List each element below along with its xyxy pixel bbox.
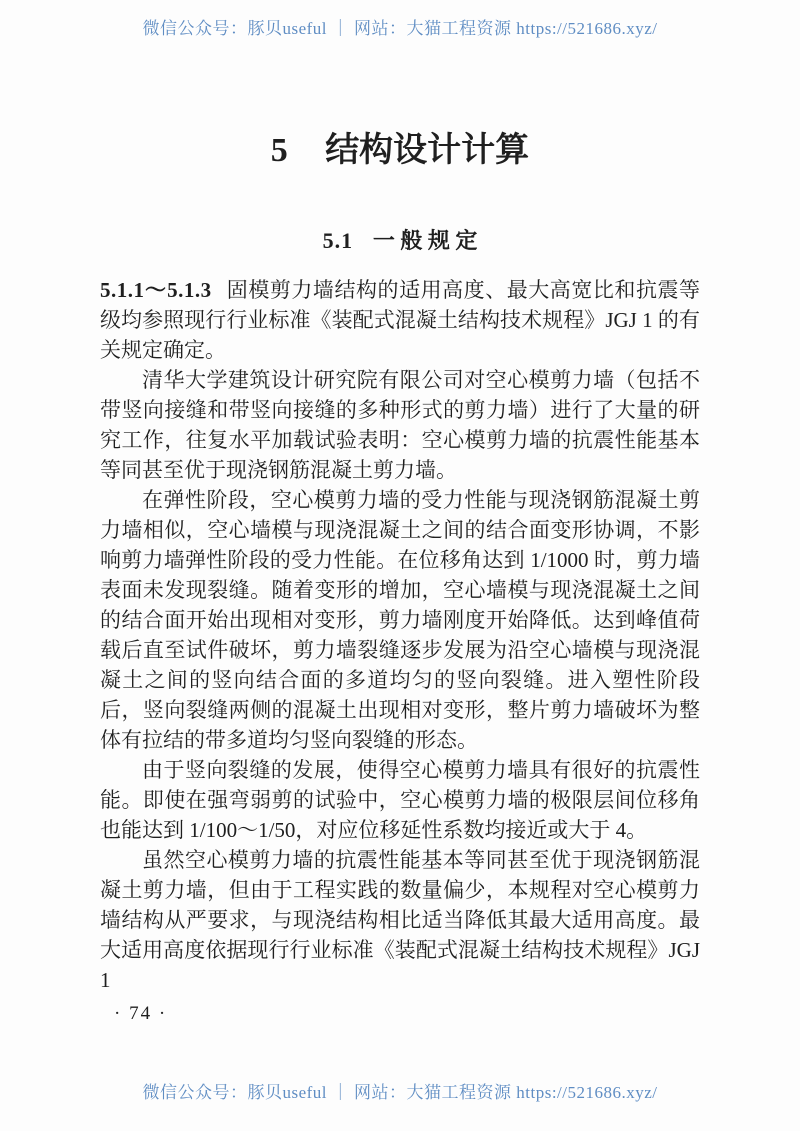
- paragraph: [100, 755, 700, 845]
- paragraph: [100, 845, 700, 995]
- chapter-title-text: 结构设计计算: [325, 132, 530, 169]
- footer-watermark: 微信公众号：豚贝useful ｜ 网站：大猫工程资源 https://521686.xyz/: [142, 1083, 658, 1102]
- paragraph: [100, 365, 700, 485]
- chapter-number: 5: [270, 132, 288, 169]
- body-paragraphs: [100, 275, 700, 995]
- section-title: [100, 226, 700, 256]
- page-content: [100, 0, 700, 1025]
- header-watermark: 微信公众号：豚贝useful ｜ 网站：大猫工程资源 https://521686.xyz/: [142, 19, 658, 38]
- section-title-text: 一 般 规 定: [372, 228, 478, 253]
- page-number: · 74 ·: [114, 1003, 168, 1024]
- paragraph: [100, 275, 700, 365]
- paragraph-lead: 5.1.1～5.1.3: [100, 278, 212, 302]
- paragraph: [100, 485, 700, 755]
- chapter-title: [100, 130, 700, 172]
- paragraph-text: 固模剪力墙结构的适用高度、最大高宽比和抗震等级均参照现行行业标准《装配式混凝土结构技术规程》JGJ 1 的有关规定确定。: [100, 278, 701, 362]
- paragraph-text: 清华大学建筑设计研究院有限公司对空心模剪力墙（包括不带竖向接缝和带竖向接缝的多种形式的剪力墙）进行了大量的研究工作，往复水平加载试验表明：空心模剪力墙的抗震性能基本等同甚至优于现浇钢筋混凝土剪力墙。: [100, 368, 700, 482]
- section-number: 5.1: [322, 228, 354, 253]
- paragraph-text: 虽然空心模剪力墙的抗震性能基本等同甚至优于现浇钢筋混凝土剪力墙，但由于工程实践的数量偏少，本规程对空心模剪力墙结构从严要求，与现浇结构相比适当降低其最大适用高度。最大适用高度依据现行行业标准《装配式混凝土结构技术规程》JGJ 1: [100, 848, 700, 992]
- paragraph-text: 由于竖向裂缝的发展，使得空心模剪力墙具有很好的抗震性能。即使在强弯弱剪的试验中，空心模剪力墙的极限层间位移角也能达到 1/100～1/50，对应位移延性系数均接近或大于 4。: [100, 758, 700, 842]
- paragraph-text: 在弹性阶段，空心模剪力墙的受力性能与现浇钢筋混凝土剪力墙相似，空心墙模与现浇混凝土之间的结合面变形协调，不影响剪力墙弹性阶段的受力性能。在位移角达到 1/1000 时，剪力墙表面未发现裂缝。随着变形的增加，空心墙模与现浇混凝土之间的结合面开始出现相对变形，剪力墙刚度开始降低。达到峰值荷载后直至试件破坏，剪力墙裂缝逐步发展为沿空心墙模与现浇混凝土之间的竖向结合面的多道均匀的竖向裂缝。进入塑性阶段后，竖向裂缝两侧的混凝土出现相对变形，整片剪力墙破坏为整体有拉结的带多道均匀竖向裂缝的形态。: [100, 488, 700, 752]
